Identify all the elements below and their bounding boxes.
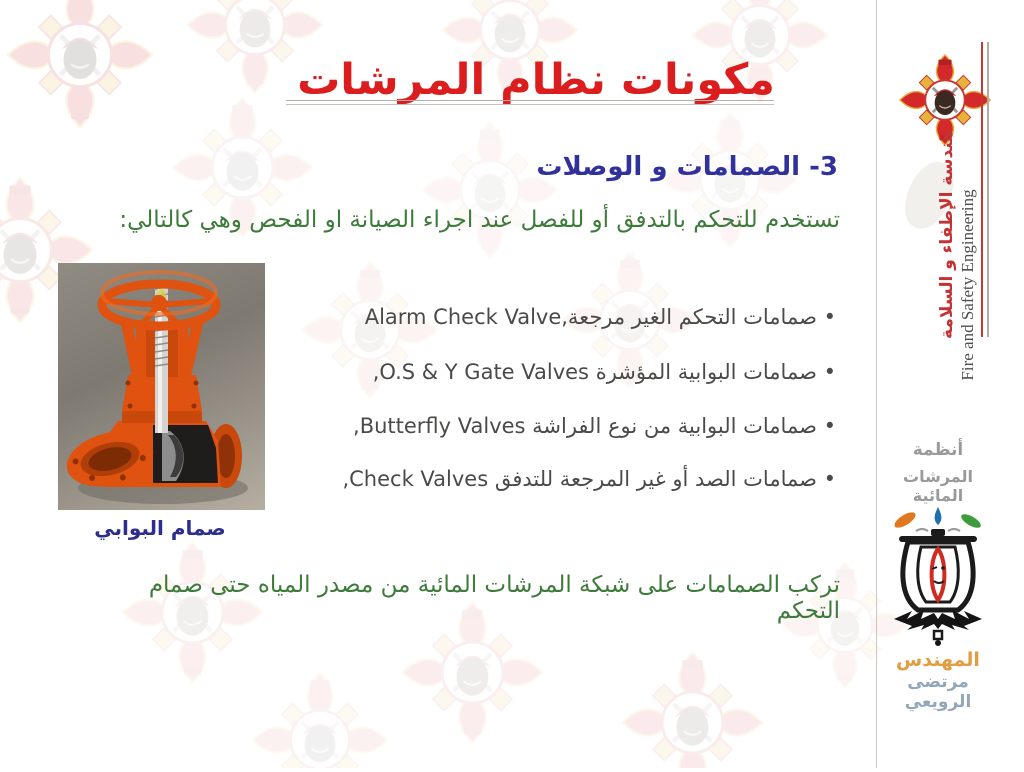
gate-valve-photo	[58, 263, 265, 510]
section-heading: 3- الصمامات و الوصلات	[536, 152, 838, 182]
logo-text-line1: أنظمة	[912, 440, 964, 460]
valve-caption: صمام البوابي	[94, 516, 226, 540]
intro-text: تستخدم للتحكم بالتدفق أو للفصل عند اجراء الصيانة او الفحص وهي كالتالي:	[119, 207, 840, 233]
dept-name-arabic-vertical: هندسة الإطفاء و السلامة	[937, 130, 957, 339]
sprinkler-systems-logo	[880, 440, 996, 712]
sprinkler-mascot-icon	[886, 507, 990, 647]
engineer-title: المهندس	[896, 649, 980, 671]
osy-gate-valve-illustration	[58, 263, 265, 510]
bullet-check-valves: • صمامات الصد أو غير المرجعة للتدفق Check Valves,	[342, 467, 836, 491]
bullet-osy-gate-valves: • صمامات البوابية المؤشرة O.S & Y Gate Valves,	[372, 360, 836, 384]
sidebar-divider	[876, 0, 877, 768]
logo-text-line2: المرشات المائية	[903, 467, 973, 505]
footer-note: تركب الصمامات على شبكة المرشات المائية من مصدر المياه حتى صمام التحكم	[148, 572, 840, 624]
slide-title: مكونات نظام المرشات	[297, 54, 775, 105]
bullet-alarm-check-valve: • صمامات التحكم الغير مرجعة,Alarm Check Valve	[364, 305, 836, 329]
bullet-butterfly-valves: • صمامات البوابية من نوع الفراشة Butterfly Valves,	[353, 414, 836, 438]
sidebar-stripe-red	[981, 42, 983, 337]
engineer-name: مرتضى الرويعي	[904, 672, 972, 712]
sidebar-stripe-gray	[987, 42, 989, 337]
dept-name-english-vertical: Fire and Safety Engineering	[958, 189, 977, 381]
